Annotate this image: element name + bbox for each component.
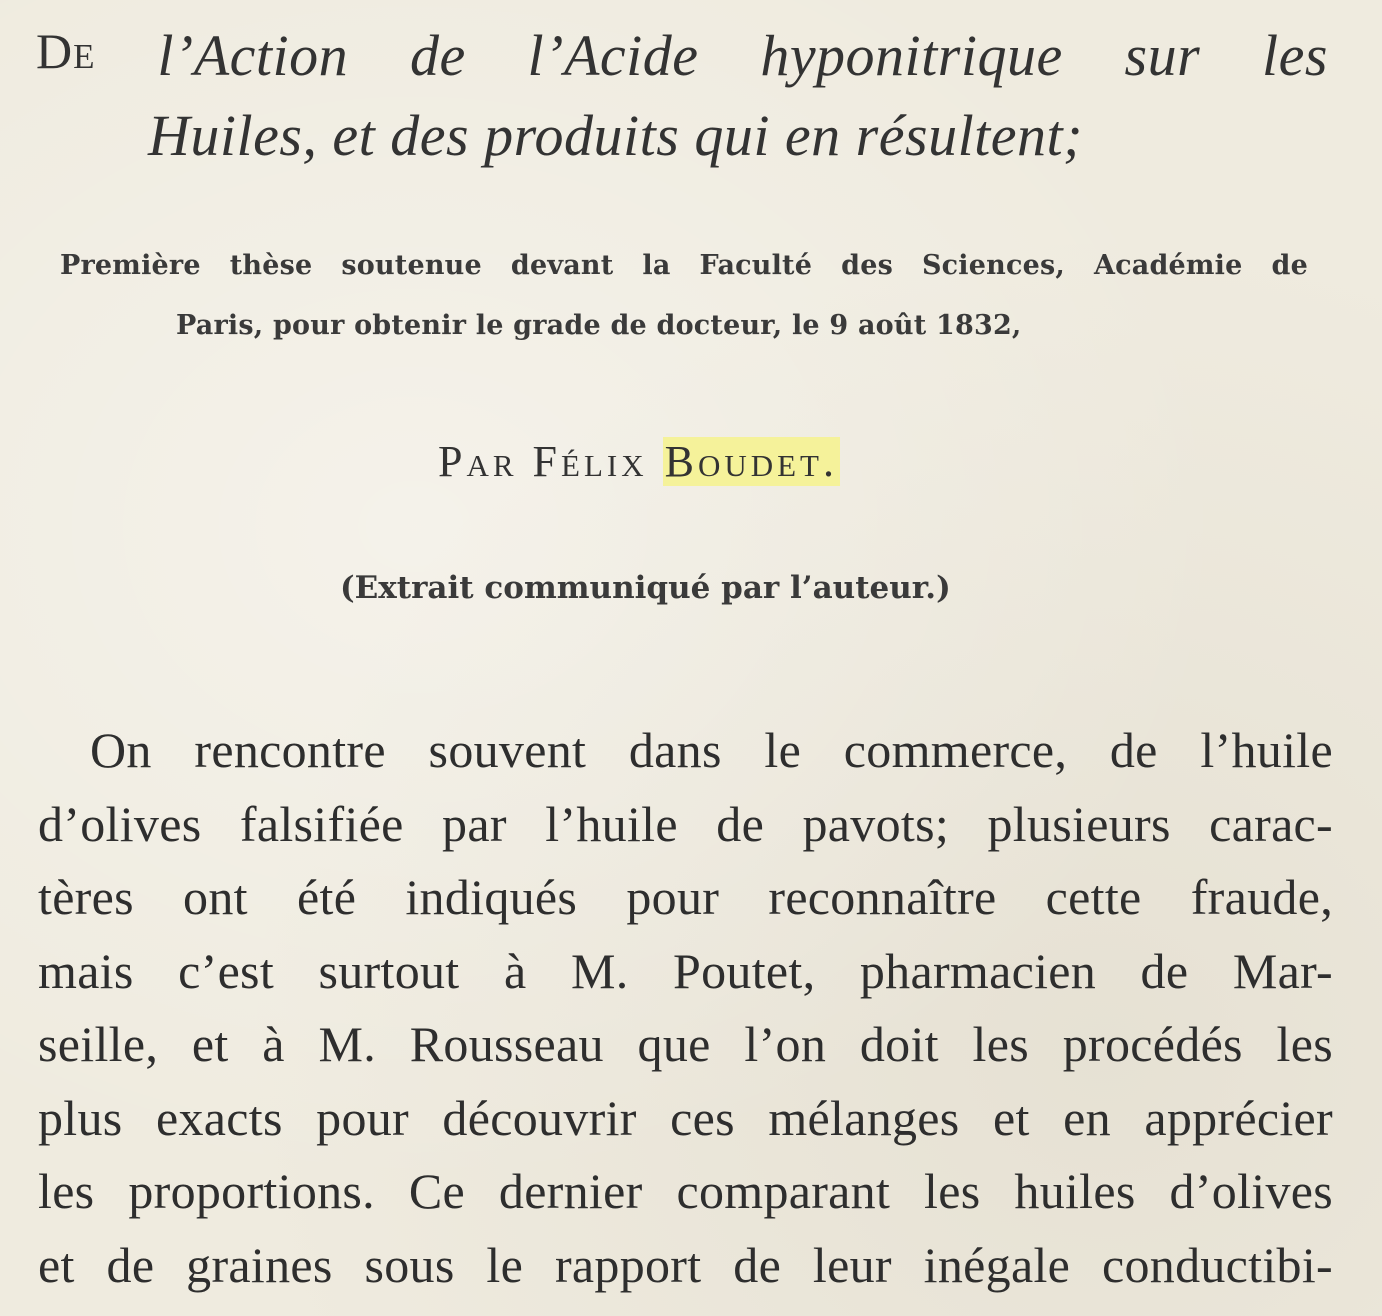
author-name-highlighted [663,437,840,486]
body-paragraph [38,714,1333,1302]
title-word: les [1262,23,1328,88]
subtitle-word: Académie [1093,250,1243,281]
body-line: les proportions. Ce dernier comparant les huiles d’olives [38,1163,1333,1219]
body-line: d’olives falsifiée par l’huile de pavots; plusieurs carac- [38,795,1333,852]
subtitle-word: Première [60,250,201,281]
subtitle-word: la [642,250,671,281]
body-line: et de graines sous le rapport de leur inégale conductibi- [38,1236,1333,1293]
extract-note: (Extrait communiqué par l’auteur.) [340,570,951,606]
subtitle-word: devant [510,250,614,281]
subtitle-line-1 [60,250,1308,281]
body-line: On rencontre souvent dans le commerce, de l’huile [90,722,1333,778]
title-word: de [409,23,466,88]
author-name: Boudet [664,437,823,486]
subtitle-line-2: Paris, pour obtenir le grade de docteur, le 9 août 1832, [176,310,1022,341]
body-line: plus exacts pour découvrir ces mélanges et en apprécier [38,1089,1333,1146]
title-word: l’Action [157,23,349,88]
subtitle-word: de [1271,250,1308,281]
body-line: seille, et à M. Rousseau que l’on doit les procédés les [38,1016,1333,1072]
author-byline [438,436,840,487]
subtitle-word: Faculté [699,250,813,281]
body-line: tères ont été indiqués pour reconnaître cette fraude, [38,869,1333,925]
title-word: l’Acide [527,23,699,88]
subtitle-word: thèse [229,250,313,281]
subtitle-word: Sciences, [921,250,1065,281]
subtitle-word: soutenue [341,250,482,281]
title-word: De [36,23,96,79]
byline-prefix: Par Félix [438,437,648,486]
byline-suffix: . [822,437,838,486]
title-line-1 [36,22,1328,89]
title-word: sur [1124,23,1201,88]
subtitle-word: des [841,250,893,281]
title-word: hyponitrique [760,23,1063,88]
body-line: mais c’est surtout à M. Poutet, pharmacien de Mar- [38,942,1333,999]
title-line-2: Huiles, et des produits qui en résultent; [148,103,1083,168]
